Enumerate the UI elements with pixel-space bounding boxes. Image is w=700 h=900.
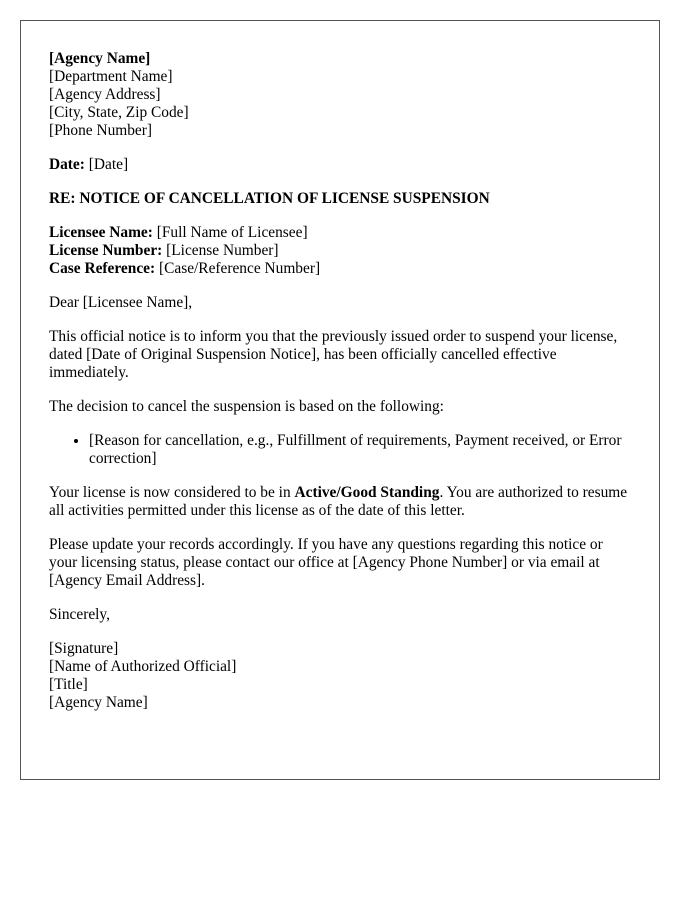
signature-agency-name: [Agency Name] [49, 694, 148, 711]
agency-address: [Agency Address] [49, 86, 161, 103]
reason-item: • [Reason for cancellation, e.g., Fulfillment of requirements, Payment received, or Error correction] [89, 432, 631, 468]
reasons-list [49, 432, 631, 468]
body-paragraph-2: The decision to cancel the suspension is based on the following: [49, 398, 444, 415]
license-number-value: [License Number] [166, 242, 279, 259]
licensee-name-value: [Full Name of Licensee] [156, 224, 308, 241]
body-paragraph-4: Please update your records accordingly. If you have any questions regarding this notice or your licensing status, please contact our office at [Agency Phone Number] or via email at [Agency Email Address]. [49, 536, 603, 589]
body-paragraph-3 [49, 484, 631, 520]
licensee-details [49, 224, 631, 278]
licensee-name-row [49, 224, 631, 242]
subject-line: RE: NOTICE OF CANCELLATION OF LICENSE SUSPENSION [49, 190, 490, 207]
official-title: [Title] [49, 676, 88, 693]
licensee-name-label: Licensee Name: [49, 224, 153, 241]
city-state-zip: [City, State, Zip Code] [49, 104, 189, 121]
case-reference-value: [Case/Reference Number] [158, 260, 321, 277]
salutation: Dear [Licensee Name], [49, 294, 193, 311]
license-number-row [49, 242, 631, 260]
closing: Sincerely, [49, 606, 110, 623]
signature-block [49, 640, 631, 712]
body-paragraph-1: This official notice is to inform you that the previously issued order to suspend your license, dated [Date of Original Suspension Notice], has been officially cancelled effective immediately. [49, 328, 618, 381]
agency-address-block [49, 50, 631, 140]
case-reference-label: Case Reference: [49, 260, 156, 277]
official-name: [Name of Authorized Official] [49, 658, 237, 675]
phone-number: [Phone Number] [49, 122, 153, 139]
case-reference-row [49, 260, 631, 278]
signature: [Signature] [49, 640, 119, 657]
department-name: [Department Name] [49, 68, 173, 85]
date-value: [Date] [88, 156, 129, 173]
standing-text-after: . You are authorized to resume all activities permitted under this license as of the date of this letter. [49, 484, 628, 519]
standing-status: Active/Good Standing [294, 484, 440, 501]
license-number-label: License Number: [49, 242, 163, 259]
date-label: Date: [49, 156, 85, 173]
letter-page [20, 20, 660, 780]
date-line [49, 156, 631, 174]
agency-name: [Agency Name] [49, 50, 151, 67]
standing-text-before: Your license is now considered to be in [49, 484, 295, 501]
